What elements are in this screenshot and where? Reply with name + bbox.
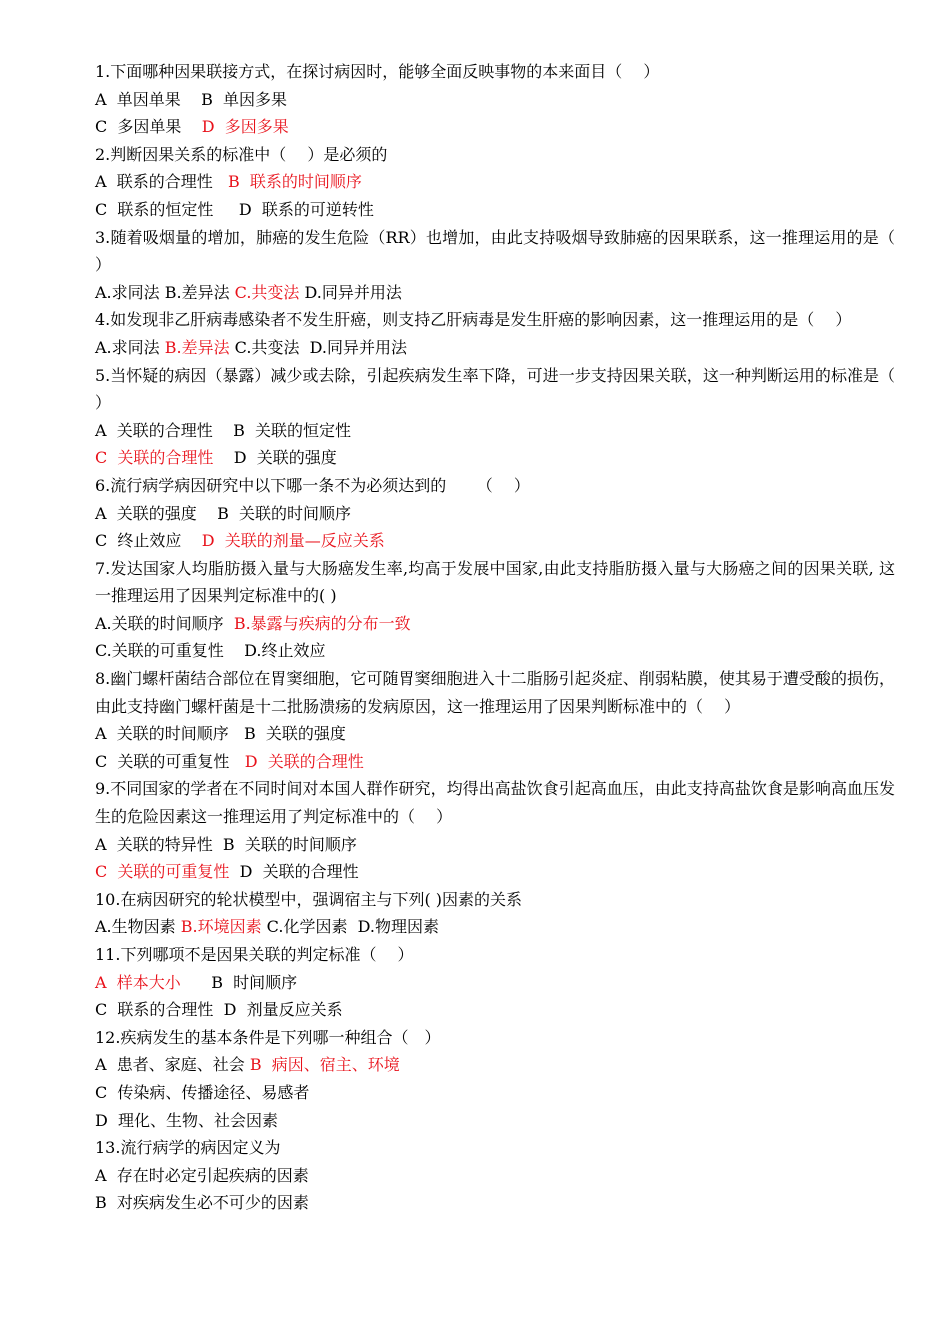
question-text: A.求同法 B.差异法 bbox=[95, 282, 235, 302]
question-text: 9.不同国家的学者在不同时间对本国人群作研究，均得出高盐饮食引起高血压，由此支持高盐饮食是影响高血压发生的危险因素这一推理运用了判定标准中的（ ） bbox=[95, 779, 895, 827]
text-line bbox=[95, 472, 895, 500]
text-line bbox=[95, 1024, 895, 1052]
answer-text: B 病因、宿主、环境 bbox=[249, 1055, 400, 1075]
answer-text: C 关联的合理性 bbox=[95, 448, 214, 468]
question-text: C 联系的合理性 D 剂量反应关系 bbox=[95, 1000, 343, 1020]
text-line bbox=[95, 1134, 895, 1162]
answer-text: C.共变法 bbox=[234, 282, 300, 302]
text-line bbox=[95, 996, 895, 1024]
question-text: 5.当怀疑的病因（暴露）减少或去除，引起疾病发生率下降，可进一步支持因果关联，这一种判断运用的标准是（ ） bbox=[95, 365, 917, 413]
question-text: A 联系的合理性 bbox=[95, 172, 228, 192]
question-text: 10.在病因研究的轮状模型中，强调宿主与下列( )因素的关系 bbox=[95, 889, 523, 909]
question-text: C 关联的可重复性 bbox=[95, 751, 245, 771]
answer-text: B 联系的时间顺序 bbox=[228, 172, 362, 192]
question-text: A.求同法 bbox=[95, 337, 165, 357]
text-line bbox=[95, 775, 895, 830]
question-text: C 传染病、传播途径、易感者 bbox=[95, 1082, 310, 1102]
question-text: C.共变法 D.同异并用法 bbox=[229, 337, 407, 357]
answer-text: A 样本大小 bbox=[95, 972, 181, 992]
text-line bbox=[95, 913, 895, 941]
text-line bbox=[95, 1051, 895, 1079]
text-line bbox=[95, 886, 895, 914]
answer-text: B.暴露与疾病的分布一致 bbox=[233, 613, 411, 633]
text-line bbox=[95, 1162, 895, 1190]
text-line bbox=[95, 637, 895, 665]
text-line bbox=[95, 362, 917, 417]
question-text: D 关联的合理性 bbox=[229, 862, 359, 882]
question-text: D 理化、生物、社会因素 bbox=[95, 1110, 279, 1130]
text-line bbox=[95, 1107, 895, 1135]
question-text: 3.随着吸烟量的增加，肺癌的发生危险（RR）也增加，由此支持吸烟导致肺癌的因果联系，这一推理运用的是（ ） bbox=[95, 227, 917, 275]
question-text: 2.判断因果关系的标准中（ ）是必须的 bbox=[95, 144, 388, 164]
question-text: A.生物因素 bbox=[95, 917, 181, 937]
answer-text: C 关联的可重复性 bbox=[95, 862, 230, 882]
question-text: 6.流行病学病因研究中以下哪一条不为必须达到的 （ ） bbox=[95, 475, 530, 495]
text-line bbox=[95, 306, 895, 334]
question-text: 11.下列哪项不是因果关联的判定标准（ ） bbox=[95, 945, 414, 964]
text-line bbox=[95, 113, 895, 141]
text-line bbox=[95, 58, 895, 86]
question-text: C 联系的恒定性 D 联系的可逆转性 bbox=[95, 199, 374, 219]
question-text: 1.下面哪种因果联接方式，在探讨病因时，能够全面反映事物的本来面目（ ） bbox=[95, 62, 660, 81]
question-text: A 单因单果 B 单因多果 bbox=[95, 89, 288, 109]
text-line bbox=[95, 831, 895, 859]
document-page bbox=[95, 58, 917, 1217]
text-line bbox=[95, 417, 895, 445]
question-text: D 关联的强度 bbox=[213, 448, 337, 468]
question-text: A 关联的时间顺序 B 关联的强度 bbox=[95, 724, 346, 744]
question-text: 7.发达国家人均脂肪摄入量与大肠癌发生率,均高于发展中国家,由此支持脂肪摄入量与大肠癌之间的因果关联, 这一推理运用了因果判定标准中的( ) bbox=[95, 558, 895, 606]
question-text: A 关联的特异性 B 关联的时间顺序 bbox=[95, 834, 357, 854]
text-line bbox=[95, 858, 895, 886]
question-text: A 患者、家庭、社会 bbox=[95, 1055, 250, 1075]
question-text: B 对疾病发生必不可少的因素 bbox=[95, 1193, 309, 1213]
text-line bbox=[95, 555, 895, 610]
question-text: 8.幽门螺杆菌结合部位在胃窦细胞，它可随胃窦细胞进入十二脂肠引起炎症、削弱粘膜，使其易于遭受酸的损伤，由此支持幽门螺杆菌是十二批肠溃疡的发病原因，这一推理运用了因果判断标准中的（ ） bbox=[95, 669, 895, 716]
text-line bbox=[95, 527, 895, 555]
question-text: A 关联的合理性 B 关联的恒定性 bbox=[95, 420, 352, 440]
answer-text: D 关联的剂量—反应关系 bbox=[201, 531, 385, 551]
text-line bbox=[95, 610, 895, 638]
answer-text: D 关联的合理性 bbox=[244, 751, 364, 771]
text-line bbox=[95, 141, 895, 169]
text-line bbox=[95, 224, 917, 279]
text-line bbox=[95, 196, 895, 224]
answer-text: B.差异法 bbox=[164, 337, 230, 357]
answer-text: D 多因多果 bbox=[201, 117, 289, 137]
text-line bbox=[95, 748, 895, 776]
question-text: C.关联的可重复性 D.终止效应 bbox=[95, 641, 326, 661]
question-text: 13.流行病学的病因定义为 bbox=[95, 1138, 281, 1158]
question-text: A.关联的时间顺序 bbox=[95, 613, 234, 633]
text-line bbox=[95, 168, 895, 196]
text-line bbox=[95, 500, 895, 528]
question-text: A 存在时必定引起疾病的因素 bbox=[95, 1165, 309, 1185]
question-text: 4.如发现非乙肝病毒感染者不发生肝癌，则支持乙肝病毒是发生肝癌的影响因素，这一推理运用的是（ ） bbox=[95, 310, 852, 330]
text-line bbox=[95, 941, 895, 969]
text-line bbox=[95, 334, 895, 362]
text-line bbox=[95, 969, 895, 997]
question-text: A 关联的强度 B 关联的时间顺序 bbox=[95, 503, 352, 523]
question-text: 12.疾病发生的基本条件是下列哪一种组合（ ） bbox=[95, 1027, 441, 1047]
text-line bbox=[95, 279, 895, 307]
text-line bbox=[95, 444, 895, 472]
answer-text: B.环境因素 bbox=[180, 917, 262, 937]
text-line bbox=[95, 86, 895, 114]
question-text: B 时间顺序 bbox=[180, 972, 298, 992]
text-line bbox=[95, 1189, 895, 1217]
question-text: C 终止效应 bbox=[95, 531, 202, 551]
text-line bbox=[95, 1079, 895, 1107]
text-line bbox=[95, 665, 895, 720]
question-text: C 多因单果 bbox=[95, 117, 202, 137]
text-line bbox=[95, 720, 895, 748]
question-text: C.化学因素 D.物理因素 bbox=[261, 917, 439, 937]
question-text: D.同异并用法 bbox=[299, 282, 402, 302]
